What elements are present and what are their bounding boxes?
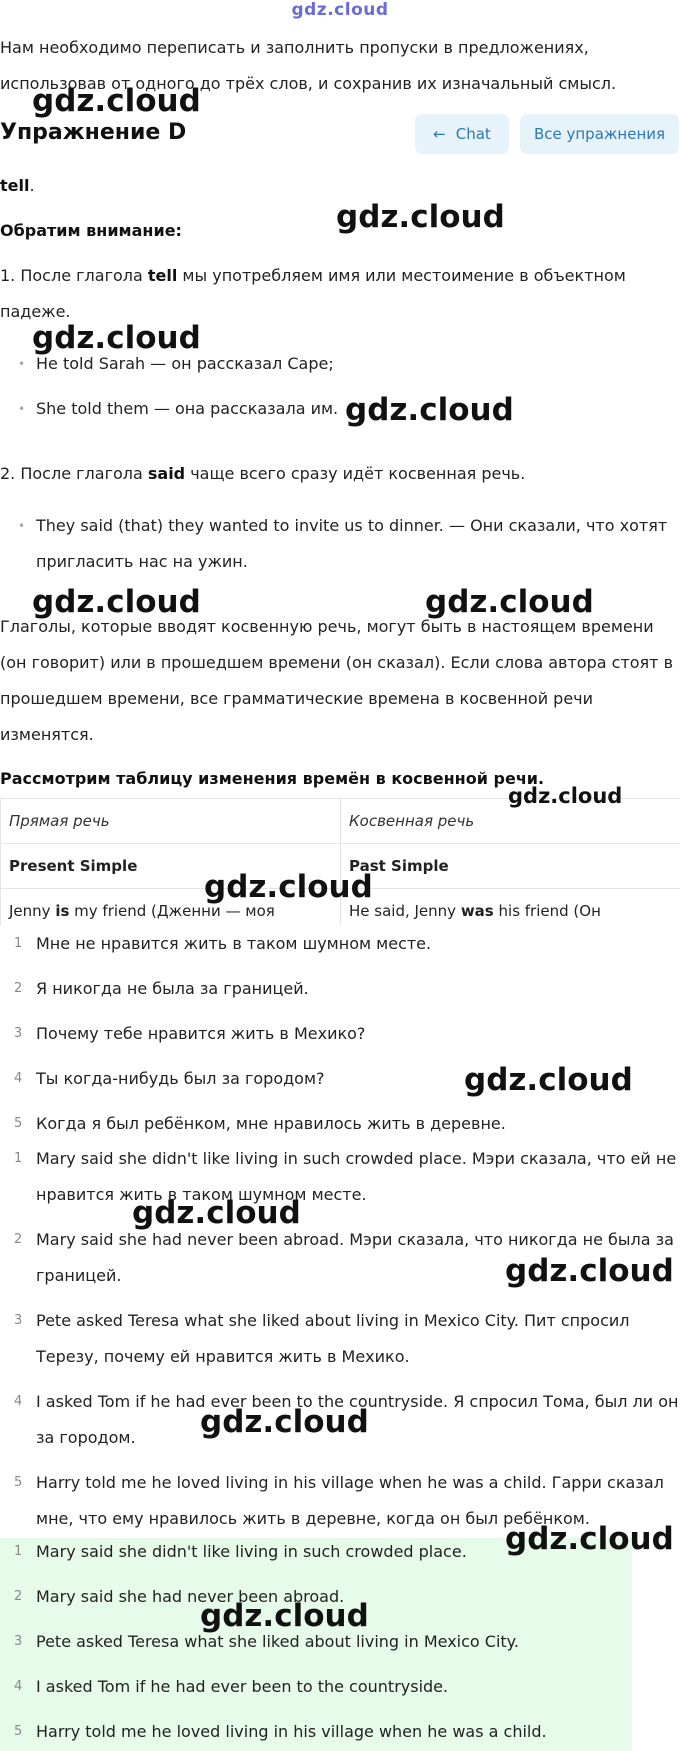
rule-1-start: 1. После глагола bbox=[0, 266, 148, 285]
tasks-list bbox=[0, 926, 680, 1142]
list-item: • They said (that) they wanted to invite us to dinner. — Они сказали, что хотят пригласить нас на ужин. bbox=[0, 508, 678, 580]
watermark: gdz.cloud bbox=[32, 320, 201, 356]
list-item bbox=[0, 1714, 680, 1750]
table-cell: Present Simple bbox=[0, 844, 340, 888]
reported-speech-paragraph: Глаголы, которые вводят косвенную речь, могут быть в настоящем времени (он говорит) или в прошедшем времени (он сказал). Если слова автора стоят в прошедшем времени, все грамматические времена в косвенной речи изменятся. bbox=[0, 617, 674, 744]
item-text: I asked Tom if he had ever been to the countryside. Я спросил Тома, был ли он за городом. bbox=[36, 1392, 679, 1447]
cell-bold: is bbox=[55, 902, 70, 920]
table-cell bbox=[340, 889, 680, 925]
item-text: Mary said she didn't like living in such crowded place. Мэри сказала, что ей не нравится жить в таком шумном месте. bbox=[36, 1149, 677, 1204]
cell-text: He said, Jenny bbox=[349, 902, 461, 920]
rule-1-keyword: tell bbox=[147, 266, 178, 285]
list-item bbox=[0, 1303, 680, 1375]
watermark: gdz.cloud bbox=[336, 199, 505, 235]
item-text: Pete asked Teresa what she liked about living in Mexico City. Пит спросил Терезу, почему ей нравится жить в Мехико. bbox=[36, 1311, 630, 1366]
item-number: 4 bbox=[14, 1679, 23, 1694]
rule-2 bbox=[0, 456, 678, 492]
item-text: Pete asked Teresa what she liked about living in Mexico City. bbox=[36, 1632, 519, 1651]
item-text: Mary said she had never been abroad. Мэри сказала, что никогда не была за границей. bbox=[36, 1230, 674, 1285]
watermark: gdz.cloud bbox=[132, 1195, 301, 1231]
tenses-table bbox=[0, 798, 680, 925]
watermark: gdz.cloud bbox=[464, 1062, 633, 1098]
examples-said bbox=[0, 508, 678, 580]
arrow-left-icon: ← bbox=[433, 125, 446, 143]
table-intro: Рассмотрим таблицу изменения времён в косвенной речи. bbox=[0, 769, 545, 788]
list-item bbox=[0, 1016, 680, 1052]
item-text: Harry told me he loved living in his village when he was a child. Гарри сказал мне, что ему нравилось жить в деревне, когда он был ребёнком. bbox=[36, 1473, 664, 1528]
item-number: 5 bbox=[14, 1475, 23, 1490]
list-item: • He told Sarah — он рассказал Саре; bbox=[0, 346, 678, 382]
item-number: 1 bbox=[14, 936, 23, 951]
watermark: gdz.cloud bbox=[505, 1521, 674, 1557]
answers-list bbox=[0, 1534, 680, 1750]
attention-heading: Обратим внимание: bbox=[0, 221, 182, 240]
list-item: • She told them — она рассказала им. bbox=[0, 391, 678, 427]
watermark: gdz.cloud bbox=[32, 584, 201, 620]
list-item bbox=[0, 1106, 680, 1142]
item-number: 2 bbox=[14, 981, 23, 996]
site-logo[interactable]: gdz.cloud bbox=[291, 0, 389, 20]
item-text: I asked Tom if he had ever been to the countryside. bbox=[36, 1677, 449, 1696]
item-text: Почему тебе нравится жить в Мехико? bbox=[36, 1024, 366, 1043]
cell-bold: was bbox=[460, 902, 494, 920]
item-number: 3 bbox=[14, 1026, 23, 1041]
watermark: gdz.cloud bbox=[505, 1253, 674, 1289]
intro-text: Нам необходимо переписать и заполнить пропуски в предложениях, использовав от одного до трёх слов, и сохранив их изначальный смысл. bbox=[0, 38, 617, 93]
item-text: Я никогда не была за границей. bbox=[36, 979, 309, 998]
watermark: gdz.cloud bbox=[32, 83, 201, 119]
exercise-header bbox=[0, 114, 680, 160]
item-number: 3 bbox=[14, 1313, 23, 1328]
keyword: tell bbox=[0, 176, 30, 195]
item-number: 2 bbox=[14, 1589, 23, 1604]
item-text: Когда я был ребёнком, мне нравилось жить в деревне. bbox=[36, 1114, 506, 1133]
item-number: 4 bbox=[14, 1071, 23, 1086]
table-header: Косвенная речь bbox=[340, 799, 680, 843]
item-number: 1 bbox=[14, 1544, 23, 1559]
cell-text: my friend (Дженни — моя bbox=[69, 902, 275, 920]
list-item bbox=[0, 1669, 680, 1705]
list-item bbox=[0, 926, 680, 962]
table-cell: Past Simple bbox=[340, 844, 680, 888]
cell-text: Jenny bbox=[9, 902, 56, 920]
item-number: 5 bbox=[14, 1116, 23, 1131]
examples-tell bbox=[0, 346, 678, 427]
translations-list bbox=[0, 1141, 680, 1537]
chat-button[interactable] bbox=[415, 114, 509, 154]
watermark: gdz.cloud bbox=[508, 784, 623, 808]
list-item bbox=[0, 971, 680, 1007]
rule-2-start: 2. После глагола bbox=[0, 464, 148, 483]
item-text: Ты когда-нибудь был за городом? bbox=[36, 1069, 325, 1088]
item-text: Harry told me he loved living in his village when he was a child. bbox=[36, 1722, 547, 1741]
keyword-dot: . bbox=[29, 176, 35, 195]
item-number: 4 bbox=[14, 1394, 23, 1409]
watermark: gdz.cloud bbox=[200, 1598, 369, 1634]
all-exercises-button[interactable]: Все упражнения bbox=[520, 114, 679, 154]
rule-2-end: чаще всего сразу идёт косвенная речь. bbox=[185, 464, 526, 483]
page-title: Упражнение D bbox=[0, 120, 187, 145]
item-text: Mary said she had never been abroad. bbox=[36, 1587, 345, 1606]
list-item bbox=[0, 1141, 680, 1213]
rule-1-end: мы употребляем имя или местоимение в объектном падеже. bbox=[0, 266, 626, 321]
watermark: gdz.cloud bbox=[200, 1404, 369, 1440]
item-number: 3 bbox=[14, 1634, 23, 1649]
item-number: 1 bbox=[14, 1151, 23, 1166]
table-header: Прямая речь bbox=[0, 799, 340, 843]
item-text: Mary said she didn't like living in such crowded place. bbox=[36, 1542, 467, 1561]
item-text: Мне не нравится жить в таком шумном месте. bbox=[36, 934, 432, 953]
watermark: gdz.cloud bbox=[345, 392, 514, 428]
watermark: gdz.cloud bbox=[204, 869, 373, 905]
item-number: 5 bbox=[14, 1724, 23, 1739]
rule-2-keyword: said bbox=[147, 464, 186, 483]
watermark: gdz.cloud bbox=[425, 584, 594, 620]
item-number: 2 bbox=[14, 1232, 23, 1247]
chat-button-label: Chat bbox=[455, 125, 491, 143]
cell-text: his friend (Он bbox=[493, 902, 601, 920]
